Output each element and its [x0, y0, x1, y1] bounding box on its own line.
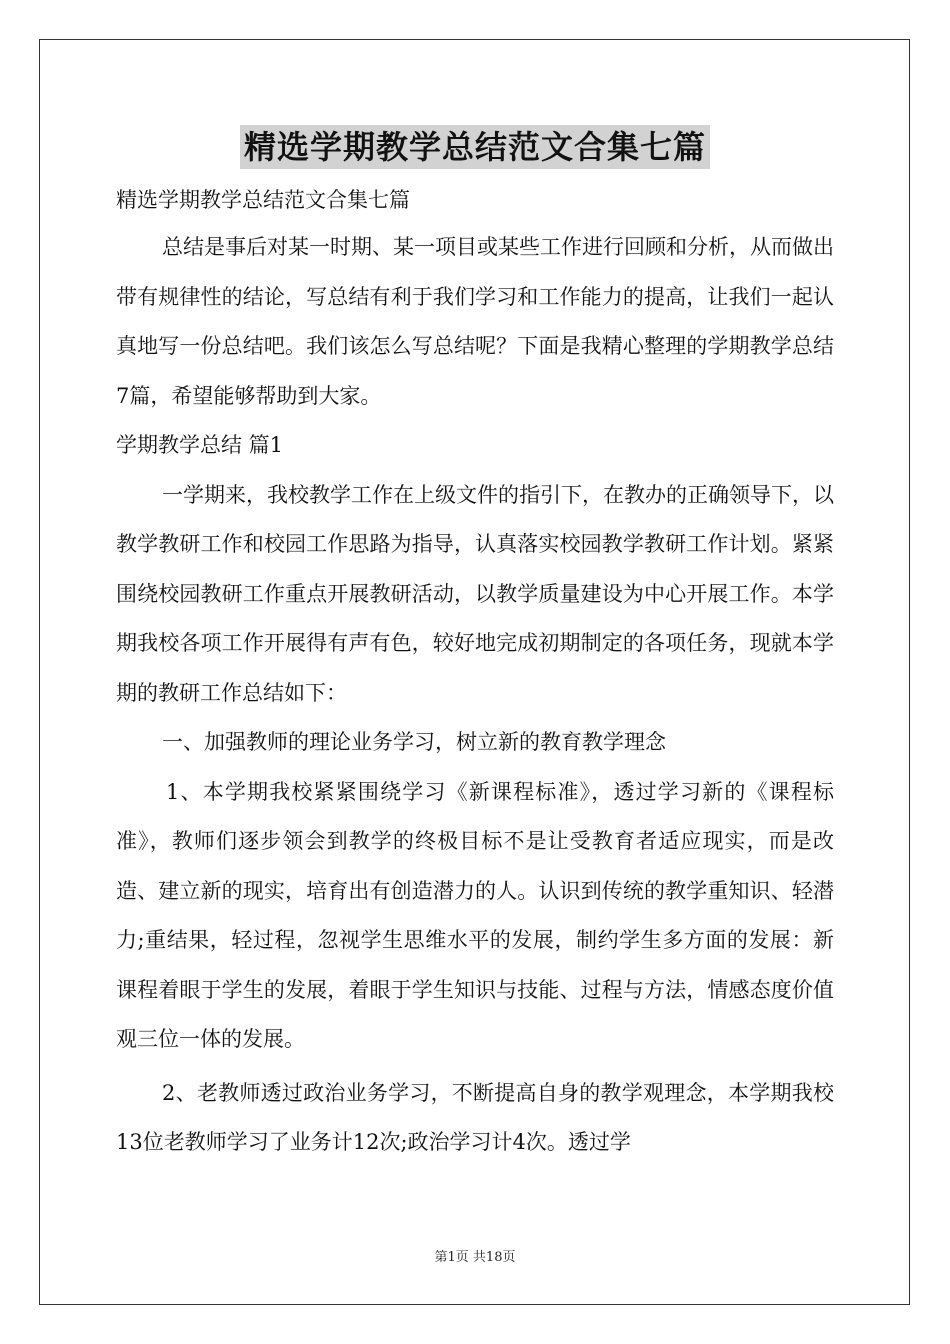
- document-body: [116, 177, 834, 1168]
- document-subtitle: 精选学期教学总结范文合集七篇: [116, 188, 410, 212]
- paragraph: 总结是事后对某一时期、某一项目或某些工作进行回顾和分析，从而做出带有规律性的结论，写总结有利于我们学习和工作能力的提高，让我们一起认真地写一份总结吧。我们该怎么写总结呢？下面是我精心整理的学期教学总结7篇，希望能够帮助到大家。: [116, 235, 834, 408]
- paragraph: 1、本学期我校紧紧围绕学习《新课程标准》，透过学习新的《课程标准》，教师们逐步领会到教学的终极目标不是让受教育者适应现实，而是改造、建立新的现实，培育出有创造潜力的人。认识到传统的教学重知识、轻潜力;重结果，轻过程，忽视学生思维水平的发展，制约学生多方面的发展：新课程着眼于学生的发展，着眼于学生知识与技能、过程与方法，情感态度价值观三位一体的发展。: [116, 779, 834, 1051]
- paragraph-heading: 一、加强教师的理论业务学习，树立新的教育教学理念: [162, 730, 666, 754]
- title-container: [0, 125, 950, 169]
- document-title: 精选学期教学总结范文合集七篇: [240, 125, 710, 169]
- paragraph: 一学期来，我校教学工作在上级文件的指引下，在教办的正确领导下，以教学教研工作和校园工作思路为指导，认真落实校园教学教研工作计划。紧紧围绕校园教研工作重点开展教研活动，以教学质量建设为中心开展工作。本学期我校各项工作开展得有声有色，较好地完成初期制定的各项任务，现就本学期的教研工作总结如下：: [116, 482, 834, 705]
- section-heading: 学期教学总结 篇1: [116, 433, 284, 457]
- page-footer: 第1页 共18页: [434, 1250, 516, 1265]
- paragraph: 2、老教师透过政治业务学习，不断提高自身的教学观理念，本学期我校13位老教师学习了业务计12次;政治学习计4次。透过学: [116, 1080, 834, 1154]
